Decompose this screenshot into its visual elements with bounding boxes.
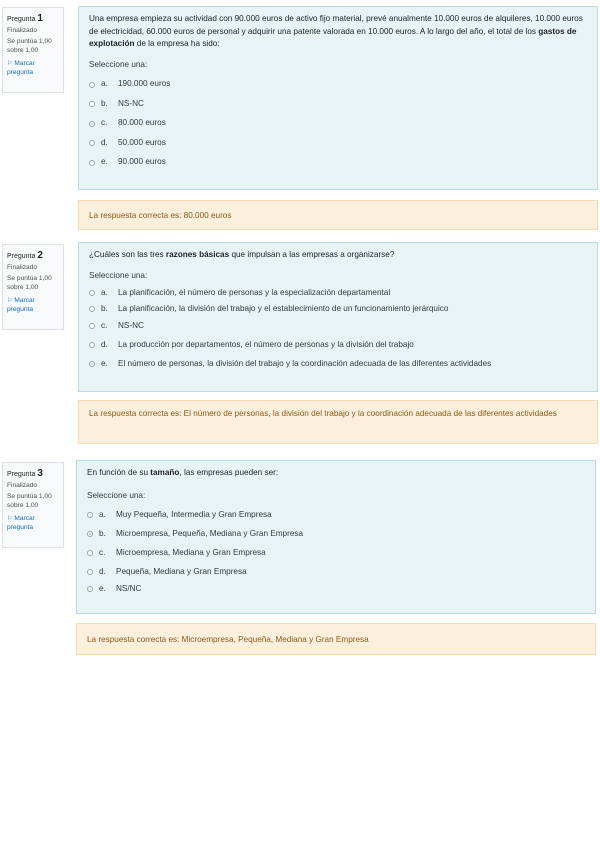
answer-text: 190.000 euros — [118, 79, 171, 89]
answer-text: 90.000 euros — [118, 157, 166, 167]
flag-icon: ⚐ — [7, 298, 13, 305]
answer-prompt: Seleccione una: — [87, 490, 146, 500]
question-number — [7, 467, 59, 481]
answer-letter: e. — [101, 157, 108, 167]
answer-option-c[interactable] — [87, 543, 585, 562]
question-grade: Se puntúa 1,00 sobre 1,00 — [7, 38, 52, 55]
answer-letter: c. — [101, 118, 108, 128]
question-number — [7, 12, 59, 26]
question-text — [87, 467, 585, 480]
flag-icon: ⚐ — [7, 61, 13, 68]
radio-button[interactable] — [89, 290, 95, 296]
flag-icon: ⚐ — [7, 516, 13, 523]
answer-letter: e. — [99, 583, 106, 593]
answer-text: El número de personas, la división del trabajo y la coordinación adecuada de las diferentes actividades — [118, 359, 492, 369]
answer-option-d[interactable] — [89, 133, 587, 153]
flag-question-link[interactable] — [7, 60, 59, 78]
answer-text: Muy Pequeña, Intermedia y Gran Empresa — [116, 509, 272, 519]
flag-question-label: Marcar pregunta — [7, 60, 35, 77]
question-number-value: 3 — [37, 468, 43, 479]
answer-letter: c. — [99, 547, 106, 557]
radio-button[interactable] — [89, 82, 95, 88]
question-info — [2, 244, 64, 330]
radio-button[interactable] — [87, 550, 93, 556]
question-text-bold: gastos de explotación — [89, 26, 577, 49]
question-state: Finalizado — [7, 26, 38, 34]
question-info — [2, 7, 64, 93]
radio-button[interactable] — [87, 586, 93, 592]
answer-letter: c. — [101, 321, 108, 331]
question-formulation — [76, 460, 596, 614]
question-number-prefix: Pregunta — [7, 471, 36, 478]
radio-button[interactable] — [89, 101, 95, 107]
question-number-value: 1 — [37, 13, 43, 24]
question-number-prefix: Pregunta — [7, 16, 36, 23]
question-text-part: de la empresa ha sido: — [134, 39, 220, 49]
answer-text: La planificación, la división del trabajo y el establecimiento de un funcionamiento jerárquico — [118, 304, 449, 314]
answer-option-c[interactable] — [89, 317, 587, 335]
radio-button[interactable] — [89, 323, 95, 329]
answer-text: Pequeña, Mediana y Gran Empresa — [116, 566, 247, 576]
answer-text: 80.000 euros — [118, 118, 166, 128]
question-state: Finalizado — [7, 481, 38, 489]
answer-letter: d. — [101, 340, 108, 350]
question-text-part: En función de su — [87, 468, 151, 477]
radio-button[interactable] — [89, 306, 95, 312]
answer-text: NS-NC — [118, 321, 144, 331]
radio-button-selected[interactable] — [89, 121, 95, 127]
answer-text: La planificación, el número de personas y la especialización departamental — [118, 288, 391, 298]
question-text-bold: tamaño — [150, 468, 180, 477]
question-formulation — [78, 6, 598, 190]
question-text-part: Una empresa empieza su actividad con 90.000 euros de activo fijo material, prevé anualmente 10.000 euros de alquileres, 10.000 euros de electricidad, 60.000 euros de personal y adquirir una patente valorada en 10.000 euros. A lo largo del año, el total de los — [89, 14, 583, 36]
answer-option-e[interactable] — [89, 355, 587, 373]
answer-text: Microempresa, Mediana y Gran Empresa — [116, 547, 266, 557]
answer-option-c[interactable] — [89, 114, 587, 134]
answer-option-d[interactable] — [89, 335, 587, 355]
question-text-part: ¿Cuáles son las tres — [89, 250, 166, 259]
answer-text: Microempresa, Pequeña, Mediana y Gran Empresa — [116, 528, 304, 538]
correct-answer-feedback: La respuesta correcta es: El número de personas, la división del trabajo y la coordinación adecuada de las diferentes actividades — [78, 400, 598, 444]
radio-button[interactable] — [89, 160, 95, 166]
radio-button[interactable] — [89, 342, 95, 348]
question-info — [2, 462, 64, 548]
question-text-part: , las empresas pueden ser: — [179, 468, 279, 477]
answer-prompt: Seleccione una: — [89, 60, 148, 70]
answer-letter: a. — [101, 79, 108, 89]
radio-button-selected[interactable] — [89, 361, 95, 367]
answer-letter: d. — [99, 566, 106, 576]
answer-prompt: Seleccione una: — [89, 270, 148, 280]
answer-letter: d. — [101, 137, 108, 147]
answer-text: NS-NC — [118, 98, 144, 108]
question-number-prefix: Pregunta — [7, 253, 36, 260]
answer-letter: b. — [101, 98, 108, 108]
question-state: Finalizado — [7, 263, 38, 271]
answer-option-e[interactable] — [87, 581, 585, 596]
answer-text: 50.000 euros — [118, 137, 166, 147]
question-number-value: 2 — [37, 250, 43, 261]
correct-answer-feedback: La respuesta correcta es: Microempresa, Pequeña, Mediana y Gran Empresa — [76, 623, 596, 655]
question-grade: Se puntúa 1,00 sobre 1,00 — [7, 275, 52, 292]
answer-option-b[interactable] — [89, 94, 587, 114]
correct-answer-feedback: La respuesta correcta es: 80.000 euros — [78, 200, 598, 230]
answer-option-e[interactable] — [89, 153, 587, 173]
question-number — [7, 249, 59, 263]
answer-letter: e. — [101, 359, 108, 369]
question-text-bold: razones básicas — [165, 250, 230, 259]
flag-question-link[interactable] — [7, 515, 59, 533]
answer-letter: b. — [101, 304, 108, 314]
answer-option-a[interactable] — [89, 285, 587, 301]
answer-option-b[interactable] — [89, 301, 587, 317]
answer-option-a[interactable] — [87, 505, 585, 524]
question-formulation — [78, 242, 598, 392]
flag-question-link[interactable] — [7, 297, 59, 315]
radio-button[interactable] — [89, 140, 95, 146]
question-text — [89, 13, 587, 51]
question-text — [89, 249, 587, 262]
radio-button[interactable] — [87, 512, 93, 518]
answer-option-b[interactable] — [87, 524, 585, 543]
answer-letter: a. — [101, 288, 108, 298]
radio-button-selected[interactable] — [87, 531, 93, 537]
answer-option-a[interactable] — [89, 75, 587, 95]
flag-question-label: Marcar pregunta — [7, 515, 35, 532]
flag-question-label: Marcar pregunta — [7, 297, 35, 314]
question-text-part: que impulsan a las empresas a organizarse? — [229, 250, 395, 259]
answer-text: La producción por departamentos, el número de personas y la división del trabajo — [118, 340, 414, 350]
question-grade: Se puntúa 1,00 sobre 1,00 — [7, 493, 52, 510]
answer-text: NS/NC — [116, 583, 142, 593]
answer-letter: b. — [99, 528, 106, 538]
radio-button[interactable] — [87, 569, 93, 575]
answer-letter: a. — [99, 509, 106, 519]
answer-option-d[interactable] — [87, 562, 585, 581]
